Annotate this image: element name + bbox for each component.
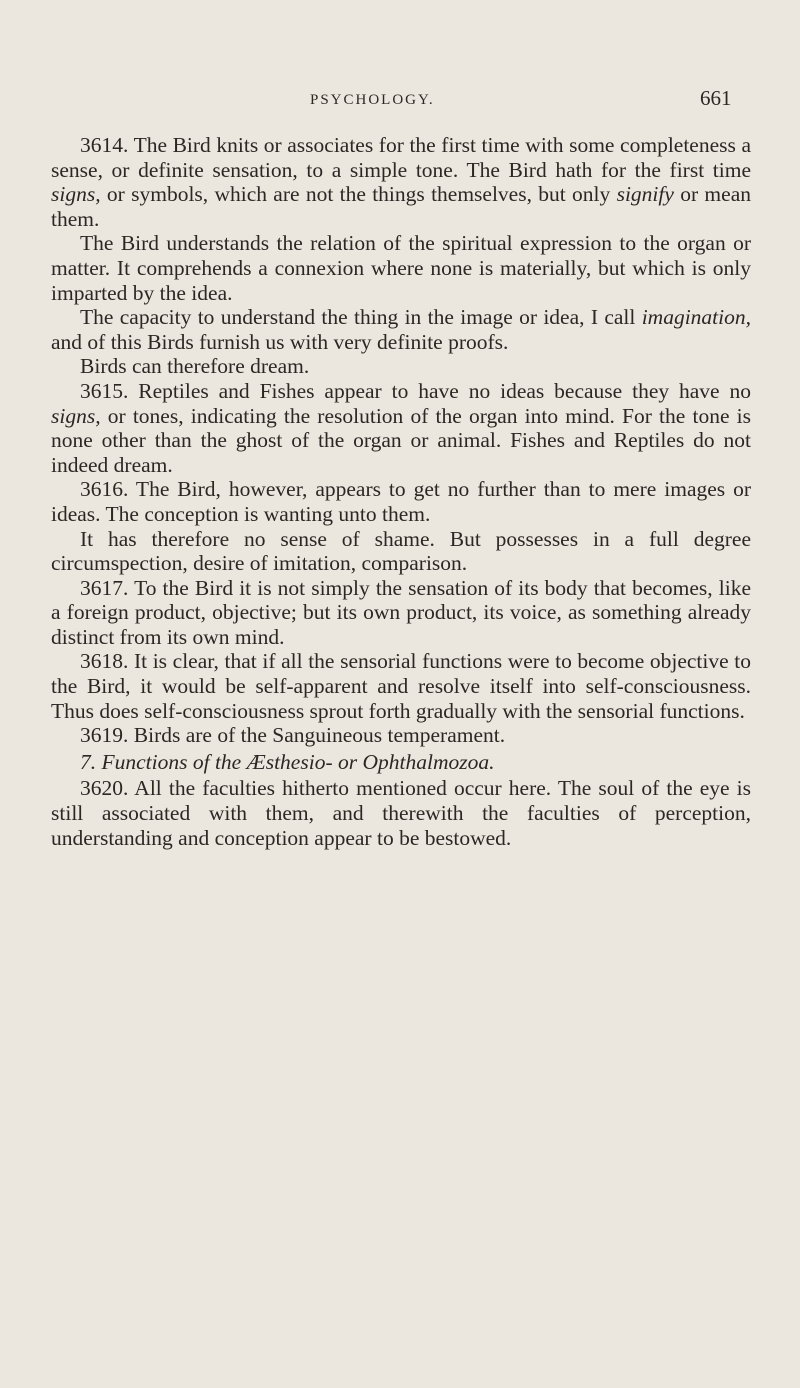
paragraph: [51, 379, 751, 477]
running-head: [0, 86, 800, 116]
paragraph-text: Birds can therefore dream.: [80, 354, 310, 379]
paragraph-text: 3615. Reptiles and Fishes appear to have no ideas because they have no: [80, 378, 751, 403]
paragraph-text: or mean them.: [51, 182, 751, 231]
paragraph: [51, 576, 751, 650]
paragraph-text: 3616. The Bird, however, appears to get no further than to mere images or ideas. The conception is wanting unto them.: [51, 477, 751, 526]
italic-term: signify: [616, 182, 674, 207]
section-heading: 7. Functions of the Æsthesio- or Ophthalmozoa.: [80, 749, 495, 774]
paragraph-text: 3619. Birds are of the Sanguineous temperament.: [80, 723, 506, 748]
running-title: PSYCHOLOGY.: [310, 92, 435, 108]
italic-term: signs,: [51, 182, 101, 207]
paragraph: [51, 649, 751, 723]
paragraph: [51, 133, 751, 231]
paragraph: [51, 477, 751, 526]
paragraph-text: and of this Birds furnish us with very definite proofs.: [51, 329, 509, 354]
italic-term: imagination,: [641, 305, 751, 330]
paragraph-text: 3618. It is clear, that if all the sensorial functions were to become objective to the Bird, it would be self-apparent and resolve itself into self-consciousness. Thus does self-consciousness sprout forth gradually with the sensorial functions.: [51, 649, 751, 723]
paragraph: [51, 305, 751, 354]
paragraph-text: The Bird understands the relation of the spiritual expression to the organ or matter. It comprehends a connexion where none is materially, but which is only imparted by the idea.: [51, 231, 751, 305]
body-text: [51, 133, 751, 850]
italic-term: signs,: [51, 403, 101, 428]
paragraph-text: or symbols, which are not the things themselves, but only: [100, 182, 617, 207]
paragraph-list: [51, 133, 751, 748]
paragraph: [51, 723, 751, 748]
paragraph-text: The capacity to understand the thing in the image or idea, I call: [80, 305, 642, 330]
closing-paragraph: 3620. All the faculties hitherto mentioned occur here. The soul of the eye is still associated with them, and therewith the faculties of perception, understanding and conception appear to be bestowed.: [51, 776, 751, 850]
paragraph: [51, 527, 751, 576]
paragraph-text: 3617. To the Bird it is not simply the sensation of its body that becomes, like a foreign product, objective; but its own product, its voice, as something already distinct from its own mind.: [51, 575, 751, 649]
paragraph-text: It has therefore no sense of shame. But possesses in a full degree circumspection, desire of imitation, comparison.: [51, 526, 751, 576]
paragraph: [51, 231, 751, 305]
paragraph-text: or tones, indicating the resolution of the organ into mind. For the tone is none other than the ghost of the organ or animal. Fishes and Reptiles do not indeed dream.: [51, 403, 751, 477]
page-number: 661: [700, 86, 732, 110]
paragraph: [51, 354, 751, 379]
paragraph-text: 3614. The Bird knits or associates for the first time with some completeness a sense, or definite sensation, to a simple tone. The Bird hath for the first time: [51, 133, 751, 182]
